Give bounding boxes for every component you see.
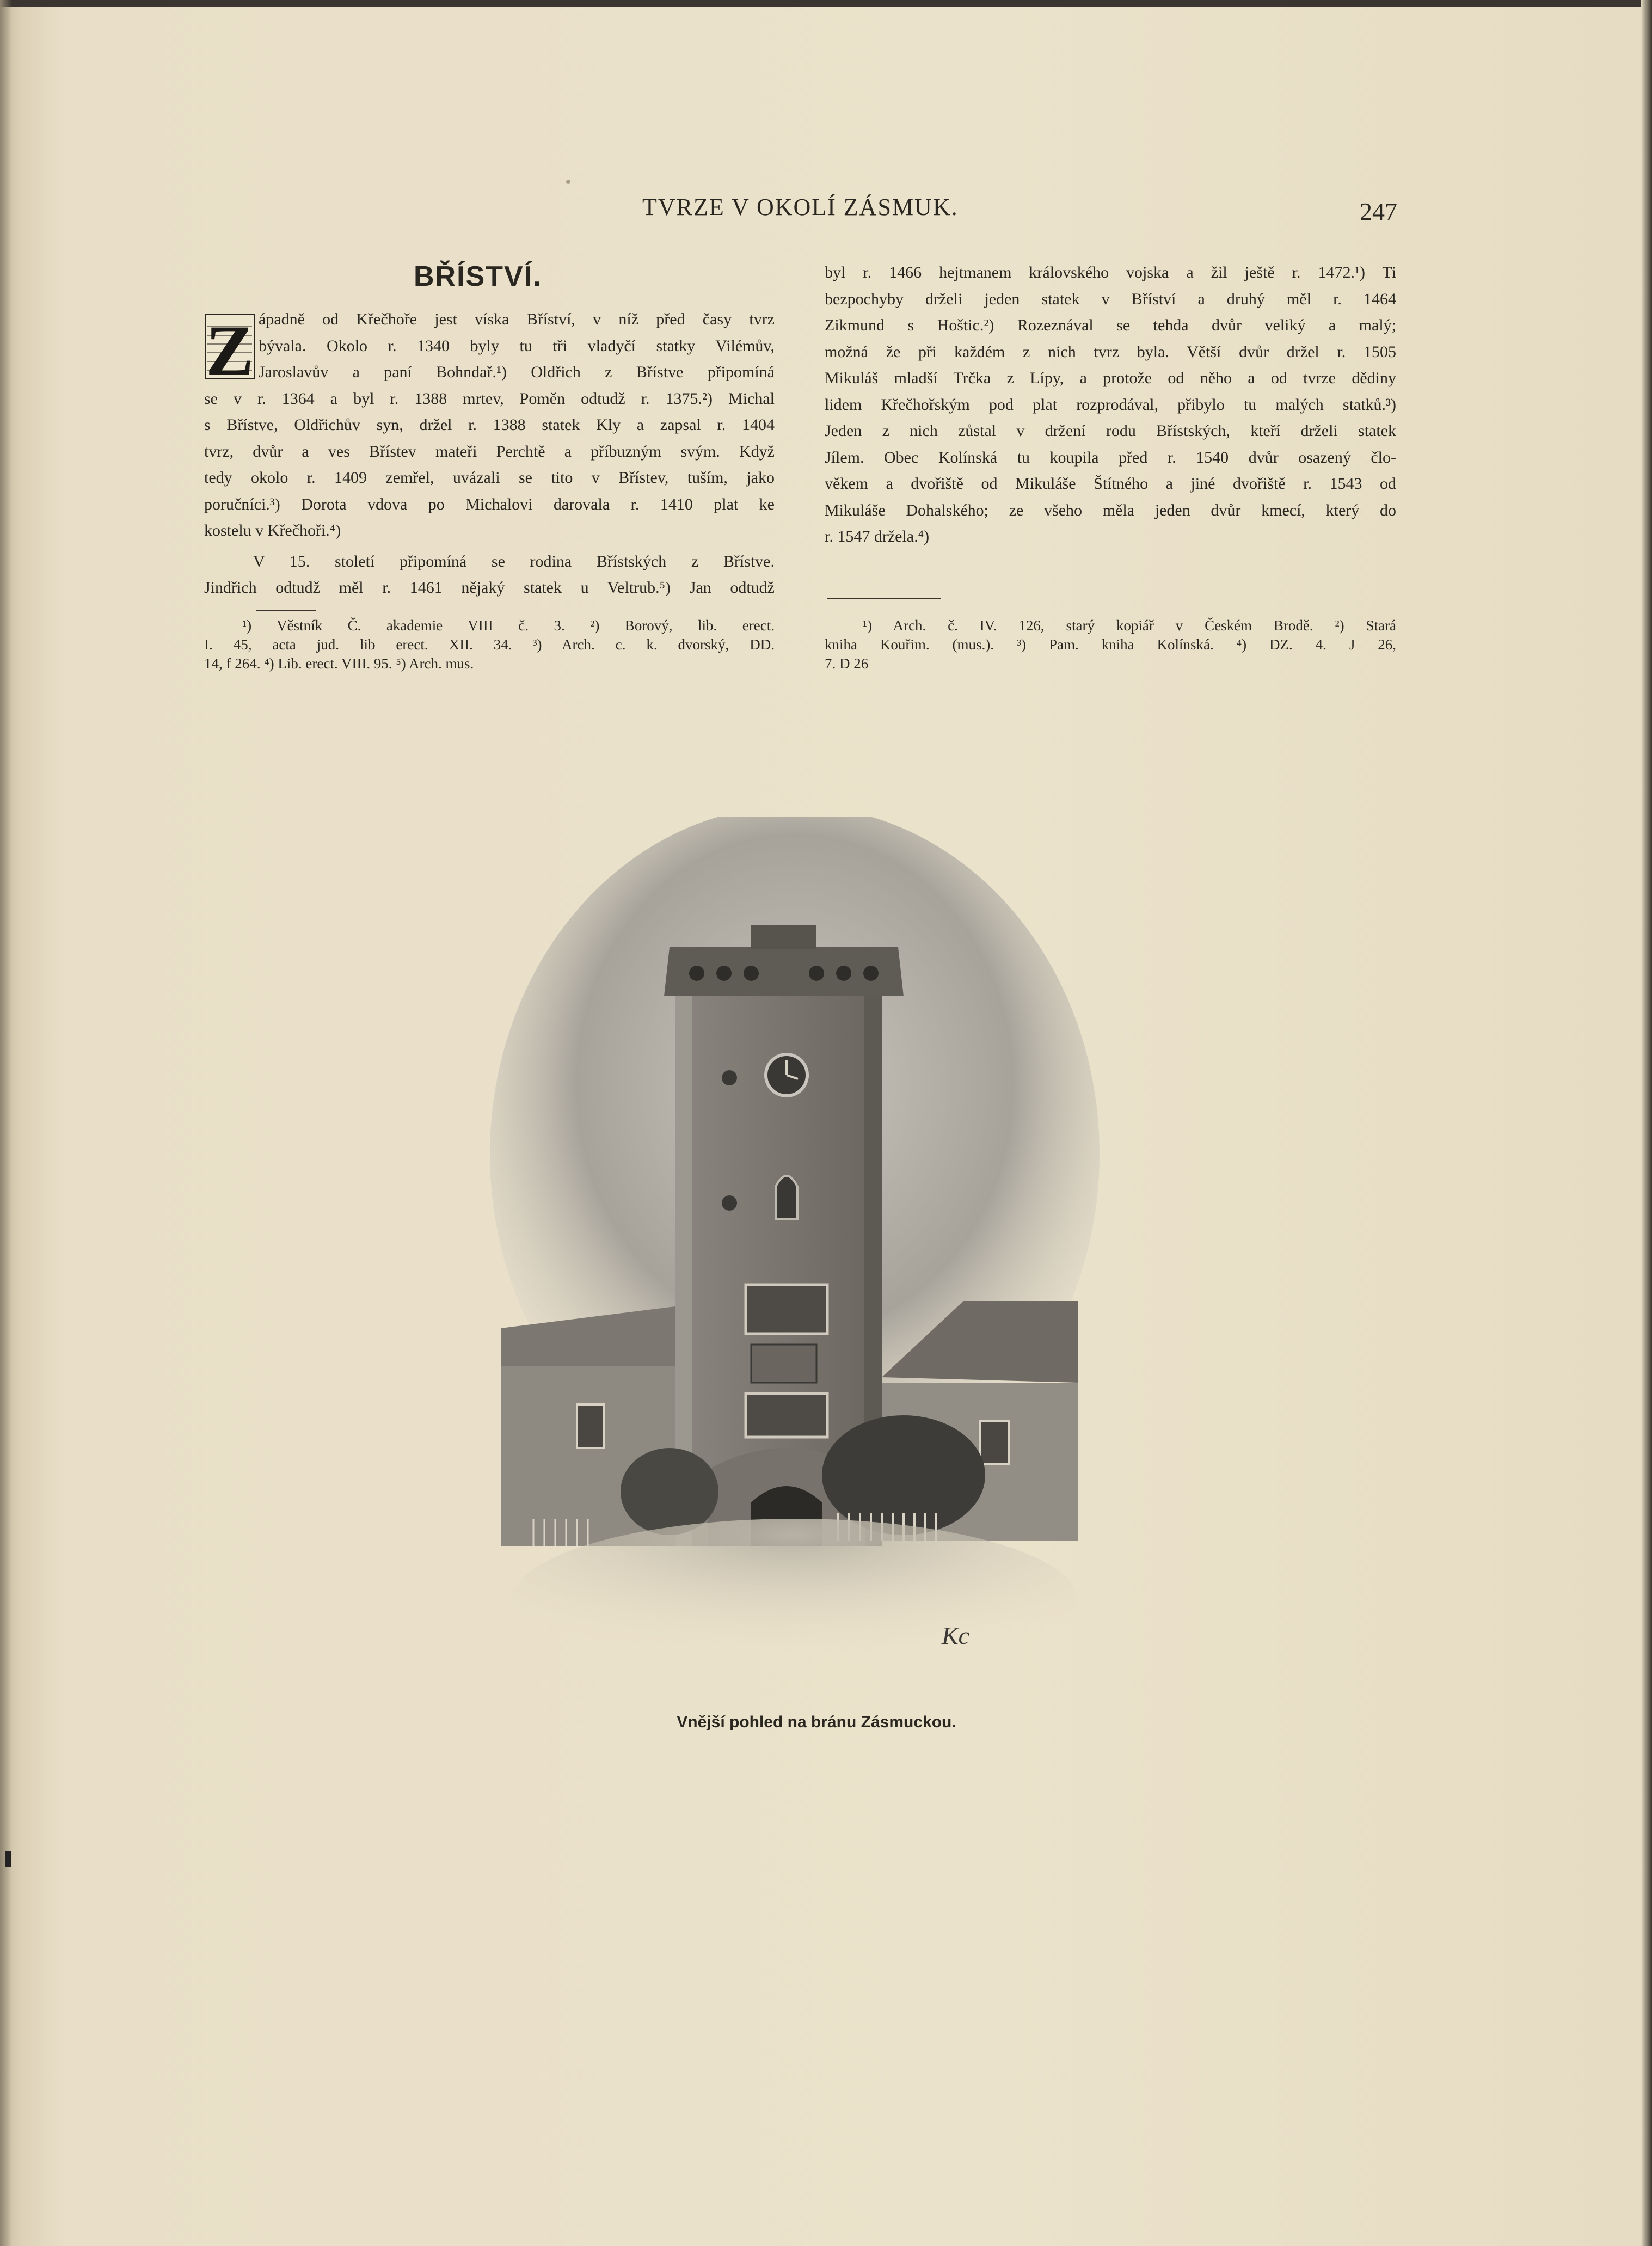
text-line: Jeden z nich zůstal v držení rodu Břístských, kteří drželi statek	[825, 422, 1396, 440]
tower-double-window	[746, 1285, 827, 1334]
text-line: možná že při každém z nich tvrz byla. Větší dvůr držel r. 1505	[825, 342, 1396, 361]
right-wing-window	[980, 1421, 1009, 1464]
margin-mark	[5, 1851, 11, 1867]
ground-wash	[512, 1519, 1078, 1682]
text-line: Mikuláš mladší Trčka z Lípy, a protože od něho a od tvrze dědiny	[825, 369, 1396, 387]
text-line: 14, f 264. ⁴) Lib. erect. VIII. 95. ⁵) Arch. mus.	[204, 655, 474, 672]
drop-cap-letter: Z	[205, 310, 254, 386]
left-wing-window	[577, 1404, 604, 1448]
figure-caption: Vnější pohled na bránu Zásmuckou.	[677, 1713, 956, 1731]
text-line: r. 1547 držela.⁴)	[825, 527, 930, 545]
text-line: bývala. Okolo r. 1340 byly tu tři vladyčí statky Vilémův,	[259, 336, 775, 355]
text-line: s Břístve, Oldřichův syn, držel r. 1388 statek Kly a zapsal r. 1404	[204, 416, 775, 434]
tower-round-window	[722, 1070, 737, 1085]
text-line: 7. D 26	[825, 655, 869, 672]
text-line: Mikuláše Dohalského; ze všeho měla jeden dvůr kmecí, který do	[825, 501, 1396, 519]
page-top-edge	[0, 0, 1652, 7]
paper-speck	[566, 180, 570, 184]
text-line: lidem Křečhořským pod plat rozprodával, přibylo tu malých statků.³)	[825, 395, 1396, 414]
text-line: ¹) Arch. č. IV. 126, starý kopiář v Českém Brodě. ²) Stará	[863, 617, 1396, 634]
text-line: kostelu v Křečhoři.⁴)	[204, 521, 341, 539]
text-line: I. 45, acta jud. lib erect. XII. 34. ³) Arch. c. k. dvorský, DD.	[204, 636, 775, 653]
text-line: Zikmund s Hoštic.²) Rozeznával se tehda dvůr veliký a malý;	[825, 316, 1396, 334]
text-line: Jaroslavův a paní Bohndař.¹) Oldřich z Břístve připomíná	[259, 363, 775, 381]
gate-tower-illustration	[490, 817, 1105, 1682]
text-line: kniha Kouřim. (mus.). ³) Pam. kniha Kolínská. ⁴) DZ. 4. J 26,	[825, 636, 1396, 653]
text-line: byl r. 1466 hejtmanem královského vojska a žil ještě r. 1472.¹) Ti	[825, 263, 1396, 281]
tower-arched-window	[776, 1176, 797, 1219]
tower-lower-window	[746, 1394, 827, 1437]
text-line: V 15. století připomíná se rodina Břístských z Břístve.	[253, 552, 775, 570]
text-line: věkem a dvořiště od Mikuláše Štítného a jiné dvořiště r. 1543 od	[825, 475, 1396, 493]
running-title: TVRZE V OKOLÍ ZÁSMUK.	[642, 194, 959, 220]
text-line: poručníci.³) Dorota vdova po Michalovi darovala r. 1410 plat ke	[204, 495, 775, 513]
coat-of-arms	[751, 1345, 816, 1383]
page-number: 247	[1360, 198, 1397, 225]
drop-cap-ornament	[204, 310, 259, 386]
text-line: tvrz, dvůr a ves Břístev mateři Perchtě a příbuzným svým. Když	[204, 442, 775, 461]
tower-top-crest	[751, 925, 816, 949]
text-line: se v r. 1364 a byl r. 1388 mrtev, Poměn odtudž r. 1375.²) Michal	[204, 389, 775, 408]
footnote-rule-left	[256, 610, 316, 611]
text-line: Jílem. Obec Kolínská tu koupila před r. 1540 dvůr osazený člo-	[825, 448, 1396, 467]
text-line: ápadně od Křečhoře jest víska Bříství, v níž před časy tvrz	[259, 310, 775, 328]
tower-round-window	[722, 1195, 737, 1211]
section-title: BŘÍSTVÍ.	[414, 261, 542, 292]
page-right-edge	[1641, 0, 1652, 2246]
text-line: Jindřich odtudž měl r. 1461 nějaký statek u Veltrub.⁵) Jan odtudž	[204, 579, 775, 597]
artist-signature: Kc	[942, 1622, 970, 1649]
text-line: ¹) Věstník Č. akademie VIII č. 3. ²) Borový, lib. erect.	[242, 617, 775, 634]
left-bush	[621, 1448, 718, 1535]
text-line: tedy okolo r. 1409 zemřel, uvázali se tito v Břístev, tuším, jako	[204, 469, 775, 487]
text-line: bezpochyby drželi jeden statek v Bříství a druhý měl r. 1464	[825, 290, 1396, 308]
footnote-rule-right	[827, 598, 941, 599]
binding-shadow	[0, 0, 12, 2246]
